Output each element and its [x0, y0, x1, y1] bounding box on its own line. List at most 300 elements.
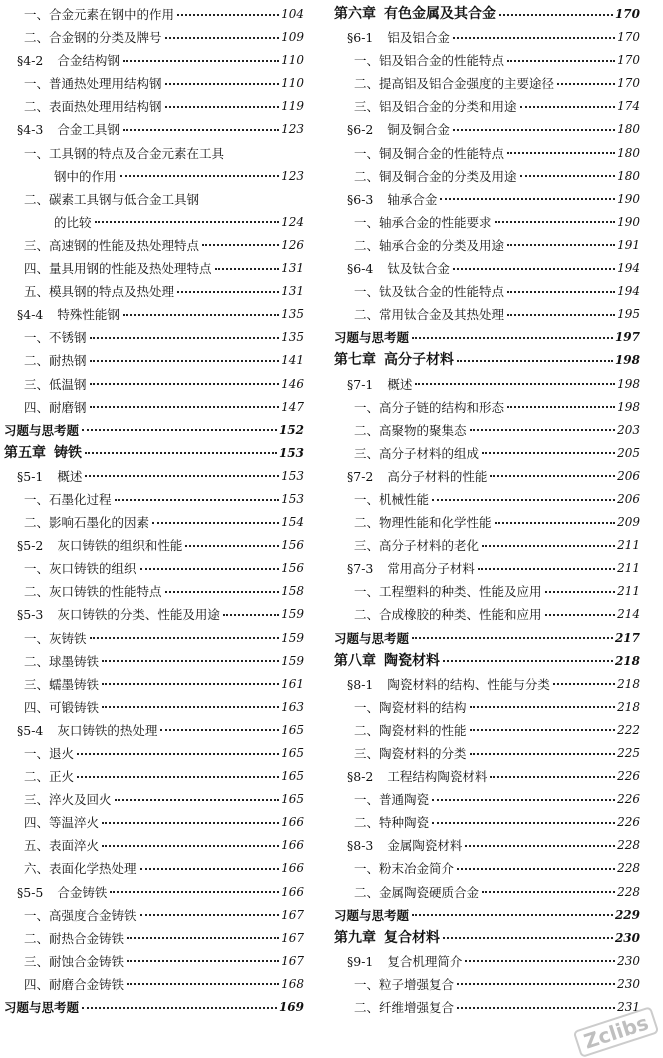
dot-leader: [177, 291, 279, 293]
toc-entry-text: [334, 650, 440, 673]
toc-entry-section: [4, 719, 304, 742]
toc-entry-label: 铝及铝合金: [387, 30, 450, 46]
page-number: 226: [617, 769, 640, 784]
toc-entry-label: 工程结构陶瓷材料: [387, 769, 488, 785]
dot-leader: [215, 268, 280, 270]
toc-entry-text: [347, 257, 450, 280]
page-number: 180: [617, 122, 640, 137]
toc-entry-text: [24, 3, 174, 26]
dot-leader: [457, 360, 613, 362]
toc-entry-item: [4, 627, 304, 650]
dot-leader: [140, 568, 280, 570]
toc-entry-label: 一、铜及铜合金的性能特点: [354, 145, 505, 161]
toc-entry-label: 一、普通陶瓷: [354, 792, 430, 808]
toc-entry-item: [4, 26, 304, 49]
toc-entry-text: [24, 834, 99, 857]
toc-entry-label: 习题与思考题: [4, 1000, 80, 1016]
toc-entry-label: 四、可锻铸铁: [24, 699, 100, 715]
toc-entry-item: [334, 49, 640, 72]
dot-leader: [110, 891, 279, 893]
toc-entry-text: [347, 673, 550, 696]
toc-entry-section: [334, 834, 640, 857]
dot-leader: [457, 983, 615, 985]
toc-entry-text: [17, 303, 120, 326]
dot-leader: [545, 591, 616, 593]
toc-entry-item: [334, 696, 640, 719]
page-number: 214: [617, 607, 640, 622]
toc-entry-label: 二、高聚物的聚集态: [354, 422, 467, 438]
page-number: 166: [281, 884, 304, 899]
dot-leader: [507, 314, 615, 316]
toc-entry-item: [334, 580, 640, 603]
toc-entry-label: 高分子材料的性能: [387, 468, 488, 484]
dot-leader: [453, 268, 615, 270]
toc-entry-item: [334, 973, 640, 996]
toc-entry-label: 轴承合金: [387, 191, 438, 207]
page-number: 180: [617, 145, 640, 160]
toc-entry-item: [334, 603, 640, 626]
dot-leader: [90, 337, 280, 339]
toc-entry-section: [334, 950, 640, 973]
toc-entry-item: [4, 834, 304, 857]
toc-entry-text: [24, 904, 137, 927]
toc-entry-label: 复合材料: [384, 929, 440, 946]
dot-leader: [557, 83, 615, 85]
toc-entry-section: [334, 26, 640, 49]
toc-entry-label: 铜及铜合金: [387, 122, 450, 138]
toc-entry-text: [334, 627, 409, 650]
watermark-stamp: Zclibs: [572, 1006, 659, 1058]
page-number: 154: [281, 515, 304, 530]
toc-entry-section: [4, 534, 304, 557]
page-number: 110: [281, 53, 304, 68]
section-number: §5-1: [17, 468, 44, 484]
dot-leader: [185, 545, 279, 547]
section-number: §9-1: [347, 953, 374, 969]
toc-column-left: [4, 3, 304, 1019]
page-number: 180: [617, 168, 640, 183]
toc-entry-cont: [4, 211, 304, 234]
toc-entry-text: [354, 234, 504, 257]
toc-entry-label: 常用高分子材料: [387, 561, 475, 577]
toc-entry-text: [354, 488, 429, 511]
toc-entry-text: [24, 580, 162, 603]
dot-leader: [90, 406, 280, 408]
toc-entry-label: 高分子材料: [384, 352, 454, 369]
toc-entry-label: 一、轴承合金的性能要求: [354, 214, 492, 230]
toc-entry-label: 四、耐磨合金铸铁: [24, 976, 125, 992]
dot-leader: [507, 152, 615, 154]
toc-entry-label: 二、金属陶瓷硬质合金: [354, 884, 480, 900]
dot-leader: [507, 60, 615, 62]
toc-entry-label: 三、耐蚀合金铸铁: [24, 953, 125, 969]
toc-entry-section: [4, 603, 304, 626]
toc-entry-text: [17, 534, 182, 557]
toc-entry-section: [4, 303, 304, 326]
dot-leader: [77, 753, 279, 755]
toc-entry-item: [334, 142, 640, 165]
toc-entry-text: [354, 857, 454, 880]
section-number: §7-1: [347, 376, 374, 392]
page-number: 226: [617, 815, 640, 830]
section-number: §5-5: [17, 884, 44, 900]
toc-entry-text: [24, 650, 99, 673]
toc-entry-item: [4, 788, 304, 811]
dot-leader: [499, 14, 613, 16]
page-number: 229: [614, 907, 640, 922]
toc-entry-item: [4, 511, 304, 534]
toc-entry-text: [24, 72, 162, 95]
toc-entry-section: [334, 257, 640, 280]
section-number: §7-3: [347, 561, 374, 577]
toc-entry-label: 概述: [387, 376, 413, 392]
toc-entry-label: 三、低温钢: [24, 376, 87, 392]
page-number: 211: [617, 538, 640, 553]
toc-entry-item: [4, 765, 304, 788]
toc-entry-chapter: [334, 3, 640, 26]
toc-entry-label: 一、钛及钛合金的性能特点: [354, 284, 505, 300]
dot-leader: [165, 106, 280, 108]
toc-entry-text: [354, 742, 467, 765]
toc-entry-exercise: [4, 996, 304, 1019]
dot-leader: [120, 175, 280, 177]
toc-entry-text: [334, 326, 409, 349]
toc-entry-text: [354, 142, 504, 165]
toc-entry-text: [24, 950, 124, 973]
toc-entry-section: [4, 465, 304, 488]
toc-entry-item: [4, 257, 304, 280]
page-number: 166: [281, 838, 304, 853]
page-number: 156: [281, 538, 304, 553]
page-number: 169: [278, 1000, 304, 1015]
toc-entry-label: 二、表面热处理用结构钢: [24, 99, 162, 115]
toc-entry-label: 二、灰口铸铁的性能特点: [24, 584, 162, 600]
toc-entry-label: 一、普通热处理用结构钢: [24, 76, 162, 92]
toc-entry-label: 复合机理简介: [387, 953, 463, 969]
toc-entry-text: [24, 673, 99, 696]
section-number: §8-3: [347, 838, 374, 854]
dot-leader: [432, 822, 615, 824]
toc-entry-text: [17, 881, 107, 904]
toc-entry-label: 三、高速钢的性能及热处理特点: [24, 237, 200, 253]
page-number: 206: [617, 491, 640, 506]
toc-entry-label: 概述: [57, 468, 83, 484]
toc-entry-label: 陶瓷材料的结构、性能与分类: [387, 676, 550, 692]
dot-leader: [90, 360, 280, 362]
toc-entry-item: [4, 326, 304, 349]
toc-entry-label: 的比较: [54, 214, 92, 230]
dot-leader: [102, 706, 279, 708]
dot-leader: [165, 591, 280, 593]
page-number: 205: [617, 445, 640, 460]
toc-entry-text: [24, 488, 112, 511]
toc-entry-label: 二、正火: [24, 769, 75, 785]
dot-leader: [82, 429, 277, 431]
toc-entry-chapter: [334, 650, 640, 673]
toc-entry-text: [354, 95, 517, 118]
dot-leader: [127, 937, 279, 939]
page-number: 230: [617, 976, 640, 991]
dot-leader: [102, 683, 279, 685]
toc-entry-item: [4, 904, 304, 927]
toc-entry-item: [4, 973, 304, 996]
page-number: 228: [617, 884, 640, 899]
page-number: 170: [617, 53, 640, 68]
toc-entry-label: 一、灰口铸铁的组织: [24, 561, 137, 577]
toc-entry-item: [4, 857, 304, 880]
page-number: 217: [614, 630, 640, 645]
toc-entry-item: [4, 927, 304, 950]
toc-entry-item: [4, 95, 304, 118]
page-number: 163: [281, 699, 304, 714]
dot-leader: [507, 244, 615, 246]
toc-entry-text: [347, 26, 450, 49]
dot-leader: [482, 545, 615, 547]
toc-entry-item: [334, 165, 640, 188]
dot-leader: [470, 753, 616, 755]
dot-leader: [412, 337, 613, 339]
toc-entry-label: 一、灰铸铁: [24, 630, 87, 646]
toc-entry-text: [354, 973, 454, 996]
toc-entry-text: [347, 373, 412, 396]
toc-entry-label: 二、物理性能和化学性能: [354, 515, 492, 531]
dot-leader: [490, 776, 615, 778]
page-number: 153: [278, 445, 304, 460]
dot-leader: [165, 37, 280, 39]
toc-entry-text: [24, 188, 199, 211]
toc-entry-label: 一、陶瓷材料的结构: [354, 699, 467, 715]
dot-leader: [443, 660, 613, 662]
dot-leader: [457, 1007, 615, 1009]
toc-entry-item: [4, 280, 304, 303]
dot-leader: [465, 960, 615, 962]
toc-entry-label: 六、表面化学热处理: [24, 861, 137, 877]
toc-entry-label: 二、球墨铸铁: [24, 653, 100, 669]
dot-leader: [90, 637, 280, 639]
toc-entry-label: 三、高分子材料的老化: [354, 538, 480, 554]
page-number: 159: [281, 630, 304, 645]
page-number: 230: [617, 953, 640, 968]
toc-entry-label: 一、粒子增强复合: [354, 976, 455, 992]
dot-leader: [412, 637, 613, 639]
toc-entry-exercise: [334, 627, 640, 650]
toc-entry-label: 一、石墨化过程: [24, 491, 112, 507]
toc-entry-item: [334, 857, 640, 880]
toc-entry-text: [17, 118, 120, 141]
page-number: 170: [617, 30, 640, 45]
dot-leader: [90, 383, 280, 385]
toc-column-right: [334, 3, 640, 1019]
toc-entry-label: 有色金属及其合金: [384, 6, 496, 22]
toc-entry-text: [24, 765, 74, 788]
toc-entry-text: [24, 857, 137, 880]
toc-entry-label: 二、铜及铜合金的分类及用途: [354, 168, 517, 184]
dot-leader: [432, 799, 615, 801]
toc-entry-text: [334, 904, 409, 927]
toc-entry-label: 三、高分子材料的组成: [354, 445, 480, 461]
toc-entry-text: [24, 557, 137, 580]
page-number: 165: [281, 792, 304, 807]
toc-entry-exercise: [334, 326, 640, 349]
page-number: 222: [617, 722, 640, 737]
toc-entry-text: [347, 118, 450, 141]
page-number: 165: [281, 769, 304, 784]
dot-leader: [453, 37, 615, 39]
chapter-number: 第八章: [334, 652, 376, 669]
toc-entry-label: 一、退火: [24, 746, 75, 761]
toc-entry-chapter: [334, 349, 640, 372]
page-number: 197: [614, 330, 640, 345]
toc-entry-text: [54, 211, 92, 234]
toc-entry-item: [4, 188, 304, 211]
page-number: 191: [617, 237, 640, 252]
dot-leader: [82, 1007, 277, 1009]
toc-entry-item: [4, 650, 304, 673]
page-number: 123: [281, 168, 304, 183]
toc-entry-text: [354, 811, 429, 834]
page-number: 167: [281, 930, 304, 945]
dot-leader: [495, 221, 616, 223]
toc-entry-text: [334, 349, 454, 372]
toc-entry-text: [4, 442, 82, 465]
toc-entry-text: [354, 72, 554, 95]
toc-entry-text: [24, 349, 87, 372]
toc-entry-item: [4, 488, 304, 511]
toc-entry-section: [4, 49, 304, 72]
toc-entry-text: [347, 188, 437, 211]
section-number: §6-3: [347, 191, 374, 207]
page-number: 167: [281, 907, 304, 922]
toc-entry-text: [24, 511, 149, 534]
page-number: 119: [281, 99, 304, 114]
chapter-number: 第九章: [334, 929, 376, 946]
toc-entry-text: [17, 49, 120, 72]
dot-leader: [127, 960, 279, 962]
dot-leader: [470, 706, 616, 708]
toc-entry-item: [334, 811, 640, 834]
page-number: 228: [617, 838, 640, 853]
page-number: 124: [281, 214, 304, 229]
toc-entry-label: 四、耐磨钢: [24, 399, 87, 415]
page-number: 165: [281, 746, 304, 760]
page-number: 135: [281, 330, 304, 345]
page-number: 166: [281, 861, 304, 876]
toc-entry-label: 二、耐热钢: [24, 353, 87, 369]
page-number: 190: [617, 191, 640, 206]
toc-entry-item: [334, 72, 640, 95]
toc-entry-section: [334, 118, 640, 141]
dot-leader: [223, 614, 279, 616]
toc-entry-text: [354, 719, 467, 742]
toc-entry-label: 一、机械性能: [354, 491, 430, 507]
section-number: §5-4: [17, 722, 44, 738]
dot-leader: [140, 868, 280, 870]
toc-entry-text: [354, 534, 479, 557]
toc-entry-item: [334, 996, 640, 1019]
dot-leader: [495, 522, 616, 524]
dot-leader: [465, 845, 615, 847]
toc-entry-text: [24, 257, 212, 280]
toc-entry-item: [334, 442, 640, 465]
section-number: §5-3: [17, 607, 44, 623]
toc-entry-label: 一、不锈钢: [24, 330, 87, 346]
toc-entry-text: [354, 580, 542, 603]
page-number: 225: [617, 746, 640, 760]
toc-entry-item: [334, 396, 640, 419]
toc-entry-item: [4, 673, 304, 696]
dot-leader: [482, 452, 615, 454]
toc-entry-text: [24, 788, 112, 811]
toc-entry-label: 二、耐热合金铸铁: [24, 930, 125, 946]
toc-entry-text: [347, 765, 487, 788]
toc-entry-text: [354, 49, 504, 72]
toc-entry-label: 一、工具钢的特点及合金元素在工具: [24, 145, 225, 161]
dot-leader: [165, 83, 280, 85]
toc-entry-section: [4, 881, 304, 904]
toc-entry-label: 习题与思考题: [4, 422, 80, 438]
page-number: 194: [617, 284, 640, 299]
toc-entry-item: [334, 742, 640, 765]
dot-leader: [553, 683, 615, 685]
dot-leader: [140, 914, 280, 916]
toc-entry-exercise: [334, 904, 640, 927]
dot-leader: [102, 822, 279, 824]
page-number: 161: [281, 676, 304, 691]
toc-entry-item: [4, 72, 304, 95]
dot-leader: [123, 314, 279, 316]
toc-entry-label: 合金结构钢: [57, 53, 120, 69]
toc-entry-text: [354, 396, 504, 419]
chapter-number: 第七章: [334, 352, 376, 369]
section-number: §6-1: [347, 30, 374, 46]
dot-leader: [102, 660, 279, 662]
page-number: 146: [281, 376, 304, 391]
toc-entry-text: [24, 973, 124, 996]
toc-entry-text: [354, 303, 504, 326]
page-number: 167: [281, 953, 304, 968]
toc-entry-text: [24, 927, 124, 950]
section-number: §6-2: [347, 122, 374, 138]
dot-leader: [478, 568, 615, 570]
toc-entry-label: 二、合金钢的分类及牌号: [24, 30, 162, 46]
section-number: §6-4: [347, 261, 374, 277]
page-number: 110: [281, 76, 304, 91]
toc-entry-item: [334, 534, 640, 557]
page-number: 206: [617, 468, 640, 483]
toc-entry-label: 五、模具钢的特点及热处理: [24, 284, 175, 300]
toc-entry-label: 一、铝及铝合金的性能特点: [354, 53, 505, 69]
toc-entry-cont: [4, 165, 304, 188]
page-number: 152: [278, 422, 304, 437]
toc-entry-label: 钛及钛合金: [387, 261, 450, 277]
toc-entry-label: 铸铁: [54, 444, 82, 461]
toc-entry-section: [334, 188, 640, 211]
toc-entry-text: [347, 834, 462, 857]
toc-entry-item: [334, 511, 640, 534]
toc-entry-text: [354, 280, 504, 303]
chapter-number: 第五章: [4, 444, 46, 461]
toc-entry-item: [4, 373, 304, 396]
page-number: 166: [281, 815, 304, 830]
page-number: 203: [617, 422, 640, 437]
page-number: 226: [617, 792, 640, 807]
dot-leader: [507, 406, 615, 408]
page-number: 218: [614, 653, 640, 668]
toc-entry-text: [354, 211, 492, 234]
toc-entry-section: [334, 673, 640, 696]
dot-leader: [115, 499, 280, 501]
page-number: 165: [281, 722, 304, 737]
